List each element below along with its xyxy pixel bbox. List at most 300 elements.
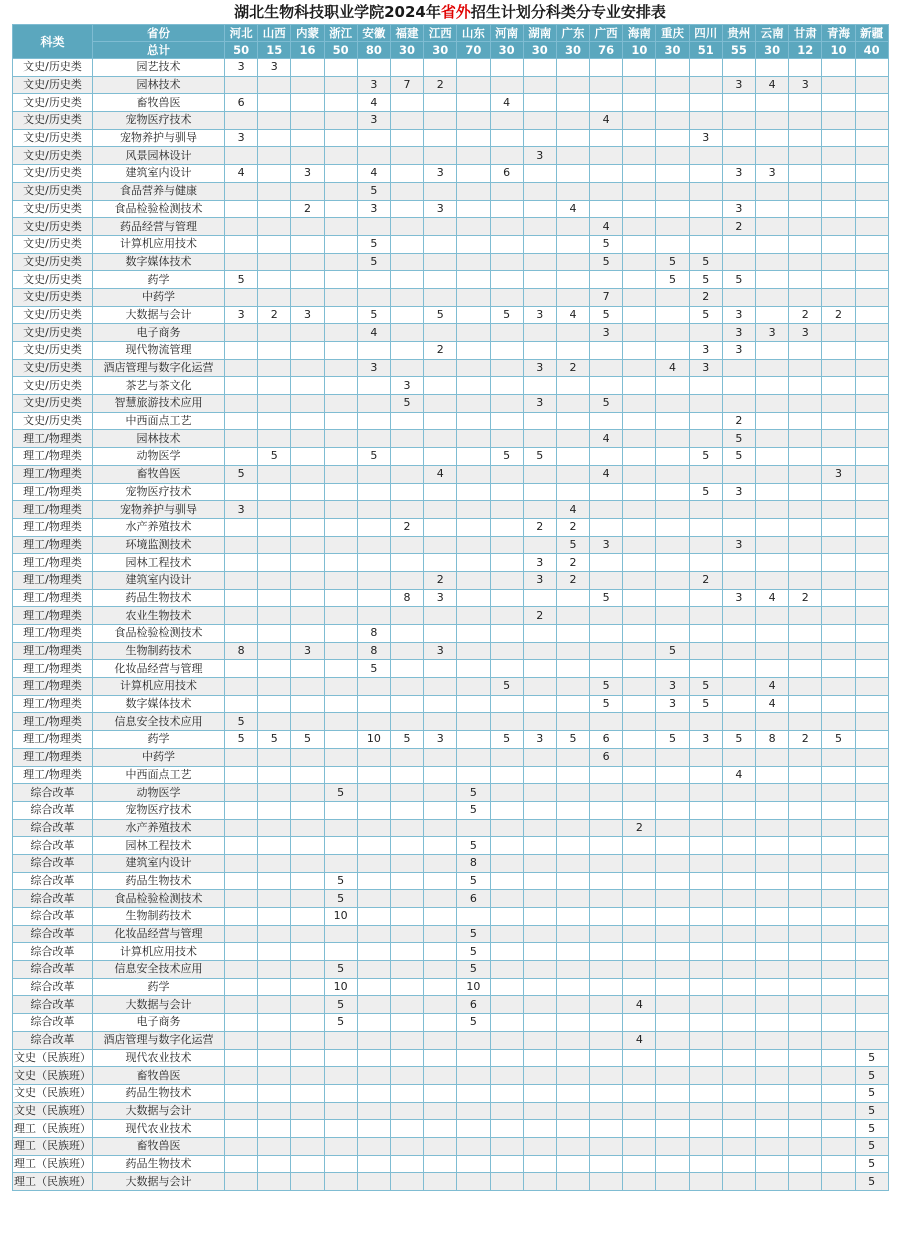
quota-cell	[258, 94, 291, 112]
quota-cell	[623, 501, 656, 519]
category-cell: 理工/物理类	[13, 483, 93, 501]
quota-cell	[324, 660, 357, 678]
quota-cell	[424, 253, 457, 271]
quota-cell: 5	[556, 536, 589, 554]
quota-cell	[490, 1067, 523, 1085]
quota-cell	[225, 925, 258, 943]
table-row	[13, 837, 889, 855]
quota-cell	[656, 1137, 689, 1155]
quota-cell	[258, 359, 291, 377]
quota-cell	[756, 607, 789, 625]
quota-cell: 4	[756, 589, 789, 607]
quota-cell	[855, 678, 888, 696]
quota-cell	[291, 908, 324, 926]
category-cell: 文史/历史类	[13, 94, 93, 112]
quota-cell	[756, 801, 789, 819]
quota-cell	[756, 112, 789, 130]
category-cell: 文史/历史类	[13, 288, 93, 306]
quota-cell	[822, 625, 855, 643]
quota-cell	[490, 607, 523, 625]
quota-cell	[523, 483, 556, 501]
quota-cell	[523, 1014, 556, 1032]
quota-cell	[623, 837, 656, 855]
table-row	[13, 359, 889, 377]
province-column-header: 海南	[623, 25, 656, 42]
quota-cell	[822, 660, 855, 678]
quota-cell: 5	[689, 695, 722, 713]
quota-cell	[324, 1067, 357, 1085]
quota-cell	[424, 1031, 457, 1049]
quota-cell	[556, 996, 589, 1014]
major-cell: 大数据与会计	[93, 1173, 225, 1191]
category-cell: 综合改革	[13, 925, 93, 943]
quota-cell	[258, 412, 291, 430]
quota-cell	[357, 678, 390, 696]
major-cell: 计算机应用技术	[93, 678, 225, 696]
quota-cell	[623, 94, 656, 112]
quota-cell: 3	[357, 112, 390, 130]
quota-cell	[424, 678, 457, 696]
quota-cell	[822, 253, 855, 271]
quota-cell	[623, 412, 656, 430]
quota-cell	[324, 235, 357, 253]
quota-cell	[324, 200, 357, 218]
table-row	[13, 748, 889, 766]
quota-cell	[390, 1014, 423, 1032]
quota-cell: 3	[722, 536, 755, 554]
quota-cell	[225, 554, 258, 572]
quota-cell	[756, 501, 789, 519]
quota-cell	[656, 1049, 689, 1067]
quota-cell	[258, 908, 291, 926]
quota-cell	[756, 235, 789, 253]
quota-cell	[424, 766, 457, 784]
quota-cell	[490, 1173, 523, 1191]
quota-cell	[855, 819, 888, 837]
category-header: 科类	[13, 25, 93, 59]
quota-cell	[291, 854, 324, 872]
quota-cell	[490, 1102, 523, 1120]
quota-cell	[523, 925, 556, 943]
quota-cell	[390, 1155, 423, 1173]
quota-cell	[689, 1049, 722, 1067]
quota-cell	[756, 1120, 789, 1138]
quota-cell	[457, 748, 490, 766]
quota-cell	[225, 678, 258, 696]
quota-cell	[656, 589, 689, 607]
quota-cell: 5	[390, 731, 423, 749]
quota-cell	[789, 1014, 822, 1032]
quota-cell	[490, 324, 523, 342]
quota-cell	[556, 1120, 589, 1138]
quota-cell	[855, 943, 888, 961]
quota-cell	[258, 1067, 291, 1085]
quota-cell	[357, 607, 390, 625]
table-row	[13, 1014, 889, 1032]
quota-cell	[523, 748, 556, 766]
major-cell: 动物医学	[93, 784, 225, 802]
quota-cell	[523, 200, 556, 218]
quota-cell	[656, 1014, 689, 1032]
category-cell: 文史/历史类	[13, 253, 93, 271]
quota-cell	[523, 412, 556, 430]
quota-cell	[324, 342, 357, 360]
category-cell: 综合改革	[13, 890, 93, 908]
quota-cell	[822, 76, 855, 94]
quota-cell	[225, 1120, 258, 1138]
quota-cell: 5	[457, 801, 490, 819]
table-row	[13, 59, 889, 77]
quota-cell	[258, 1014, 291, 1032]
province-column-header: 青海	[822, 25, 855, 42]
quota-cell	[656, 501, 689, 519]
quota-cell	[590, 607, 623, 625]
quota-cell	[324, 306, 357, 324]
category-cell: 文史/历史类	[13, 377, 93, 395]
table-row	[13, 377, 889, 395]
major-cell: 畜牧兽医	[93, 1067, 225, 1085]
province-total: 70	[457, 42, 490, 59]
table-row	[13, 731, 889, 749]
quota-cell	[722, 1014, 755, 1032]
quota-cell	[756, 660, 789, 678]
quota-cell	[689, 925, 722, 943]
quota-cell: 5	[590, 589, 623, 607]
major-cell: 大数据与会计	[93, 996, 225, 1014]
quota-cell	[258, 1173, 291, 1191]
table-row	[13, 324, 889, 342]
quota-cell	[390, 571, 423, 589]
quota-cell	[623, 961, 656, 979]
quota-cell: 4	[756, 76, 789, 94]
quota-cell	[258, 324, 291, 342]
quota-cell	[258, 271, 291, 289]
quota-cell	[822, 501, 855, 519]
quota-cell	[390, 536, 423, 554]
quota-cell	[855, 713, 888, 731]
quota-cell	[822, 218, 855, 236]
quota-cell	[225, 837, 258, 855]
quota-cell	[722, 784, 755, 802]
quota-cell	[523, 430, 556, 448]
table-row	[13, 448, 889, 466]
quota-cell	[291, 978, 324, 996]
quota-cell	[756, 342, 789, 360]
province-total: 12	[789, 42, 822, 59]
quota-cell	[324, 801, 357, 819]
quota-cell	[722, 713, 755, 731]
major-cell: 食品检验检测技术	[93, 890, 225, 908]
quota-cell	[324, 571, 357, 589]
quota-cell	[722, 112, 755, 130]
quota-cell: 2	[789, 589, 822, 607]
major-cell: 药品经营与管理	[93, 218, 225, 236]
quota-cell	[225, 978, 258, 996]
quota-cell	[722, 1120, 755, 1138]
quota-cell	[225, 342, 258, 360]
quota-cell	[623, 1102, 656, 1120]
quota-cell	[623, 713, 656, 731]
quota-cell	[424, 59, 457, 77]
quota-cell	[490, 713, 523, 731]
category-cell: 综合改革	[13, 819, 93, 837]
quota-cell	[457, 465, 490, 483]
table-row	[13, 1031, 889, 1049]
quota-cell: 5	[357, 660, 390, 678]
category-cell: 综合改革	[13, 978, 93, 996]
quota-cell: 3	[689, 731, 722, 749]
quota-cell	[390, 412, 423, 430]
quota-cell	[756, 1067, 789, 1085]
quota-cell	[324, 748, 357, 766]
quota-cell	[390, 218, 423, 236]
quota-cell	[291, 377, 324, 395]
quota-cell	[324, 518, 357, 536]
quota-cell	[855, 642, 888, 660]
quota-cell	[258, 1155, 291, 1173]
quota-cell	[789, 342, 822, 360]
province-column-header: 浙江	[324, 25, 357, 42]
quota-cell	[590, 943, 623, 961]
quota-cell	[656, 1084, 689, 1102]
category-cell: 综合改革	[13, 961, 93, 979]
quota-cell	[789, 377, 822, 395]
quota-cell	[390, 359, 423, 377]
quota-cell	[490, 589, 523, 607]
quota-cell	[689, 890, 722, 908]
quota-cell	[789, 218, 822, 236]
quota-cell	[590, 801, 623, 819]
province-column-header: 山东	[457, 25, 490, 42]
quota-cell	[556, 819, 589, 837]
quota-cell	[789, 200, 822, 218]
major-cell: 中西面点工艺	[93, 766, 225, 784]
quota-cell	[258, 1031, 291, 1049]
quota-cell	[623, 554, 656, 572]
quota-cell	[722, 129, 755, 147]
major-cell: 计算机应用技术	[93, 943, 225, 961]
quota-cell	[855, 412, 888, 430]
quota-cell	[523, 235, 556, 253]
quota-cell	[424, 288, 457, 306]
quota-cell	[457, 342, 490, 360]
category-cell: 综合改革	[13, 943, 93, 961]
quota-cell	[258, 678, 291, 696]
quota-cell	[855, 324, 888, 342]
quota-cell	[689, 59, 722, 77]
quota-cell	[457, 59, 490, 77]
category-cell: 文史/历史类	[13, 395, 93, 413]
quota-cell	[457, 501, 490, 519]
quota-cell	[656, 112, 689, 130]
quota-cell	[523, 1031, 556, 1049]
quota-cell	[225, 324, 258, 342]
quota-cell	[822, 801, 855, 819]
quota-cell	[424, 890, 457, 908]
quota-cell: 5	[822, 731, 855, 749]
quota-cell	[390, 890, 423, 908]
quota-cell	[590, 342, 623, 360]
quota-cell: 8	[357, 642, 390, 660]
province-column-header: 河北	[225, 25, 258, 42]
quota-cell	[324, 165, 357, 183]
quota-cell	[556, 678, 589, 696]
quota-cell: 3	[722, 324, 755, 342]
quota-cell	[258, 571, 291, 589]
quota-cell	[623, 235, 656, 253]
quota-cell	[623, 147, 656, 165]
quota-cell	[822, 112, 855, 130]
category-cell: 文史/历史类	[13, 112, 93, 130]
quota-cell	[390, 1049, 423, 1067]
quota-cell	[390, 1102, 423, 1120]
quota-cell	[291, 94, 324, 112]
major-cell: 宠物养护与驯导	[93, 129, 225, 147]
quota-cell	[324, 642, 357, 660]
quota-cell	[490, 819, 523, 837]
quota-cell	[357, 147, 390, 165]
quota-cell	[756, 890, 789, 908]
quota-cell	[258, 430, 291, 448]
quota-cell	[623, 288, 656, 306]
quota-cell: 2	[556, 554, 589, 572]
quota-cell	[291, 625, 324, 643]
quota-cell	[523, 1102, 556, 1120]
major-cell: 药品生物技术	[93, 589, 225, 607]
quota-cell	[623, 943, 656, 961]
quota-cell	[722, 925, 755, 943]
quota-cell	[324, 112, 357, 130]
quota-cell	[357, 430, 390, 448]
quota-cell	[457, 359, 490, 377]
quota-cell: 6	[225, 94, 258, 112]
quota-cell	[822, 713, 855, 731]
quota-cell	[756, 448, 789, 466]
quota-cell	[258, 465, 291, 483]
quota-cell	[789, 112, 822, 130]
quota-cell: 3	[689, 342, 722, 360]
quota-cell: 5	[689, 271, 722, 289]
quota-cell	[623, 607, 656, 625]
quota-cell	[457, 483, 490, 501]
quota-cell	[656, 200, 689, 218]
province-total: 80	[357, 42, 390, 59]
quota-cell: 5	[457, 961, 490, 979]
quota-cell: 5	[722, 448, 755, 466]
category-cell: 文史/历史类	[13, 342, 93, 360]
quota-cell	[225, 625, 258, 643]
quota-cell	[357, 129, 390, 147]
table-row	[13, 306, 889, 324]
quota-cell: 3	[523, 147, 556, 165]
quota-cell	[623, 518, 656, 536]
quota-cell	[457, 94, 490, 112]
quota-cell	[822, 1067, 855, 1085]
quota-cell: 5	[490, 306, 523, 324]
quota-cell	[623, 872, 656, 890]
quota-cell	[855, 253, 888, 271]
quota-cell	[689, 996, 722, 1014]
quota-cell	[390, 748, 423, 766]
table-body	[13, 59, 889, 1191]
quota-cell	[689, 501, 722, 519]
quota-cell	[258, 76, 291, 94]
quota-cell	[756, 359, 789, 377]
quota-cell: 2	[556, 359, 589, 377]
quota-cell: 2	[390, 518, 423, 536]
quota-cell	[225, 571, 258, 589]
quota-cell	[789, 943, 822, 961]
quota-cell	[390, 678, 423, 696]
quota-cell	[855, 961, 888, 979]
quota-cell	[855, 589, 888, 607]
province-column-header: 广西	[590, 25, 623, 42]
quota-cell	[722, 819, 755, 837]
quota-cell	[291, 571, 324, 589]
quota-cell	[556, 1049, 589, 1067]
quota-cell	[590, 359, 623, 377]
province-total: 51	[689, 42, 722, 59]
quota-cell	[390, 660, 423, 678]
quota-cell	[523, 501, 556, 519]
major-cell: 药学	[93, 271, 225, 289]
quota-cell	[789, 1155, 822, 1173]
quota-cell	[490, 501, 523, 519]
quota-cell	[855, 695, 888, 713]
quota-cell: 6	[490, 165, 523, 183]
quota-cell	[424, 607, 457, 625]
quota-cell	[756, 784, 789, 802]
quota-cell	[590, 713, 623, 731]
quota-cell	[258, 554, 291, 572]
quota-cell	[855, 571, 888, 589]
quota-cell	[855, 182, 888, 200]
quota-cell	[789, 872, 822, 890]
quota-cell	[390, 342, 423, 360]
quota-cell	[756, 253, 789, 271]
quota-cell	[291, 218, 324, 236]
quota-cell	[789, 412, 822, 430]
quota-cell	[324, 483, 357, 501]
quota-cell: 5	[523, 448, 556, 466]
quota-cell: 2	[556, 571, 589, 589]
quota-cell	[457, 271, 490, 289]
quota-cell	[556, 430, 589, 448]
quota-cell	[357, 766, 390, 784]
quota-cell	[855, 766, 888, 784]
quota-cell	[457, 182, 490, 200]
quota-cell	[225, 854, 258, 872]
category-cell: 理工/物理类	[13, 748, 93, 766]
major-cell: 动物医学	[93, 448, 225, 466]
province-total: 30	[523, 42, 556, 59]
quota-cell	[457, 625, 490, 643]
quota-cell	[523, 1173, 556, 1191]
quota-cell	[357, 890, 390, 908]
quota-cell	[789, 713, 822, 731]
quota-cell	[556, 1137, 589, 1155]
quota-cell	[623, 377, 656, 395]
quota-cell	[689, 837, 722, 855]
quota-cell	[623, 218, 656, 236]
quota-cell	[357, 501, 390, 519]
province-total: 55	[722, 42, 755, 59]
quota-cell	[623, 890, 656, 908]
quota-cell	[424, 1067, 457, 1085]
quota-cell	[590, 501, 623, 519]
category-cell: 文史/历史类	[13, 129, 93, 147]
quota-cell	[623, 1173, 656, 1191]
